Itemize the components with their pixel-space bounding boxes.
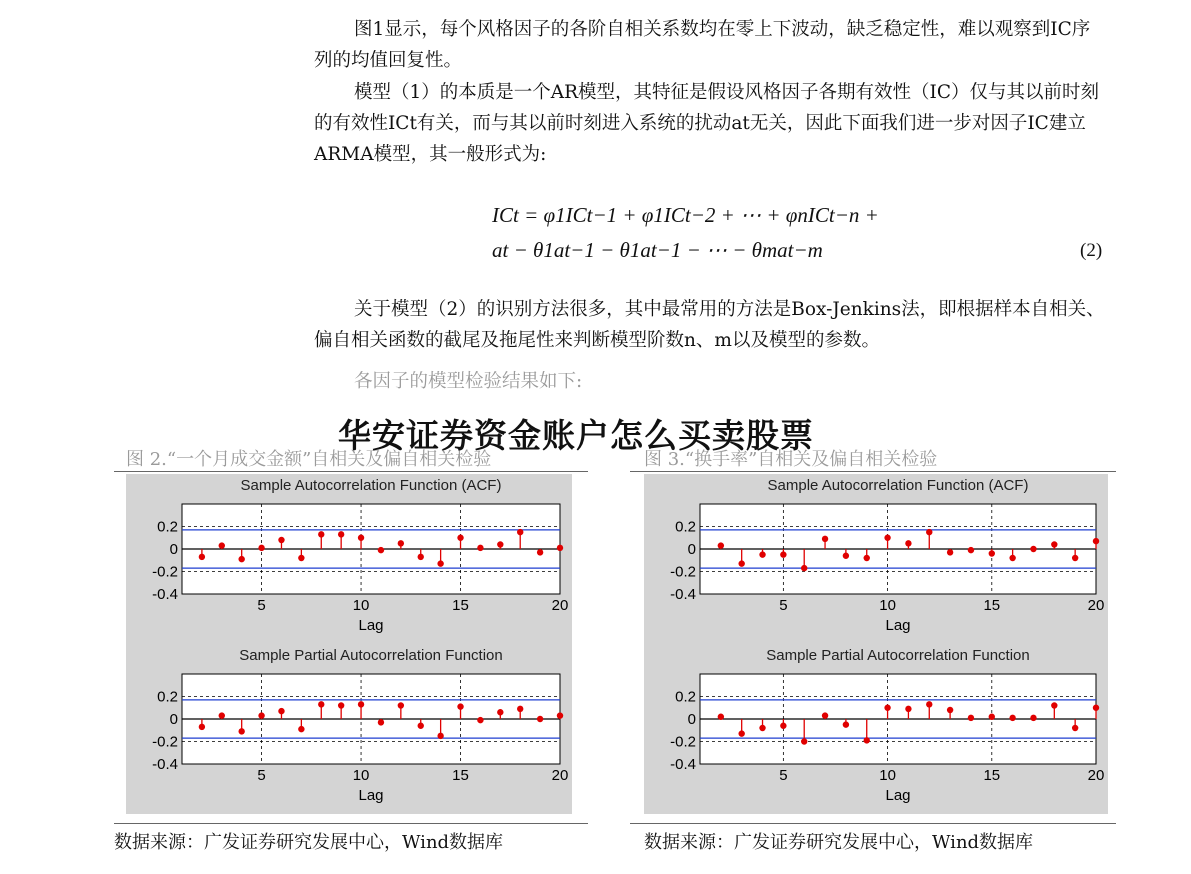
figure-3-chart-acf-xtick-label-1: 10: [879, 597, 896, 614]
paragraph-3: 关于模型（2）的识别方法很多，其中最常用的方法是Box-Jenkins法，即根据样本自相关、偏自相关函数的截尾及拖尾性来判断模型阶数n、m以及模型的参数。: [314, 299, 1105, 351]
figure-3-chart-pacf-xtick-label-2: 15: [983, 767, 1001, 784]
figure-3-chart-acf-point-17: [1030, 546, 1036, 552]
figure-3-chart-acf-ytick-label-0: 0.2: [675, 518, 696, 536]
figure-2-caption: 图 2.“一个月成交金额”自相关及偏自相关检验: [126, 449, 492, 470]
figure-2-chart-acf-point-6: [278, 537, 284, 543]
figure-2-chart-acf-ytick-label-0: 0.2: [157, 518, 178, 536]
figure-2-chart-pacf-point-4: [238, 728, 244, 734]
figure-2-chart-pacf-xtick-label-2: 15: [452, 767, 469, 784]
figure-2-chart-pacf-point-9: [338, 702, 344, 708]
figure-3-chart-acf-point-16: [1009, 555, 1015, 561]
figure-3-chart-acf-point-3: [738, 560, 744, 566]
figure-2-panel: [126, 474, 572, 814]
figure-3-chart-acf-point-4: [759, 551, 765, 557]
figure-3-chart-pacf-xlabel: Lag: [885, 787, 911, 804]
figure-2-top-rule: [114, 471, 588, 472]
figure-2-chart-acf-xlabel: Lag: [358, 617, 384, 634]
figure-2-chart-pacf-ytick-label-0: 0.2: [157, 688, 178, 706]
figure-3-chart-acf-point-11: [905, 540, 911, 546]
figure-3-chart-acf-xtick-label-2: 15: [983, 597, 1001, 614]
figure-3-chart-acf-point-14: [968, 547, 974, 553]
figure-3-source: 数据来源：广发证券研究发展中心，Wind数据库: [644, 832, 1034, 853]
figure-2-chart-acf-ytick-label-2: -0.2: [152, 563, 178, 581]
figure-2-chart-pacf-xtick-label-3: 20: [551, 767, 569, 784]
figure-3-chart-acf-xtick-label-3: 20: [1087, 597, 1105, 614]
figure-3-chart-acf-xtick-label-0: 5: [779, 597, 788, 614]
figure-2-chart-pacf-point-8: [318, 701, 324, 707]
figure-3-chart-pacf-ytick-label-2: -0.2: [670, 733, 696, 751]
figure-2-chart: [126, 474, 572, 814]
figure-2-source: 数据来源：广发证券研究发展中心，Wind数据库: [114, 832, 504, 853]
figure-2-chart-pacf-ytick-label-1: 0: [169, 711, 178, 728]
figure-3-chart: [644, 474, 1108, 814]
figure-3-chart-pacf-point-6: [801, 738, 807, 744]
figure-2-chart-acf-point-14: [437, 560, 443, 566]
figure-3-panel: [644, 474, 1108, 814]
figure-3-chart-pacf-point-19: [1072, 725, 1078, 731]
figure-3-chart-pacf-point-16: [1009, 715, 1015, 721]
figure-3-chart-acf-point-10: [884, 535, 890, 541]
figure-3-chart-acf-ytick-label-1: 0: [687, 541, 696, 558]
figure-2-chart-acf-ytick-label-1: 0: [169, 541, 178, 558]
figure-3-chart-pacf-point-11: [905, 706, 911, 712]
paragraph-4: 各因子的模型检验结果如下:: [354, 371, 583, 392]
equation-number: (2): [1080, 240, 1103, 261]
figure-3-chart-pacf-point-4: [759, 725, 765, 731]
figure-2-chart-pacf-point-20: [557, 712, 563, 718]
figure-3-chart-pacf-point-14: [968, 715, 974, 721]
figure-3-chart-pacf-point-7: [822, 712, 828, 718]
figure-2-chart-acf-point-7: [298, 555, 304, 561]
figure-2-chart-pacf-point-15: [457, 703, 463, 709]
figure-2-chart-acf-point-20: [557, 545, 563, 551]
figure-2-chart-pacf-point-11: [378, 719, 384, 725]
figure-3-chart-pacf-point-15: [989, 714, 995, 720]
figure-2-chart-acf-ytick-label-3: -0.4: [152, 586, 178, 603]
figure-2-chart-pacf-xlabel: Lag: [358, 787, 384, 804]
figure-3-chart-acf-ytick-label-2: -0.2: [670, 563, 696, 581]
figure-3-chart-pacf-ytick-label-0: 0.2: [675, 688, 696, 706]
figure-2-chart-acf-point-9: [338, 531, 344, 537]
figure-3-chart-pacf-point-5: [780, 723, 786, 729]
figure-3-chart-acf-point-15: [989, 550, 995, 556]
figure-3-chart-pacf-point-12: [926, 701, 932, 707]
figure-2-chart-acf-point-10: [358, 535, 364, 541]
figure-3-chart-acf-point-2: [718, 542, 724, 548]
figure-2-chart-acf-point-5: [258, 545, 264, 551]
paragraph-1: 图1显示，每个风格因子的各阶自相关系数均在零上下波动，缺乏稳定性，难以观察到IC序列的均值回复性。: [314, 19, 1091, 71]
figure-2-chart-acf-point-15: [457, 535, 463, 541]
figure-3-chart-pacf-xtick-label-1: 10: [879, 767, 896, 784]
equation-line-2: at − θ1at−1 − θ1at−1 − ⋯ − θmat−m: [492, 238, 823, 262]
figure-2-chart-pacf-point-17: [497, 709, 503, 715]
figure-2-chart-acf-point-11: [378, 547, 384, 553]
figure-3-chart-pacf-xtick-label-0: 5: [779, 767, 788, 784]
figure-3-chart-pacf-ytick-label-3: -0.4: [670, 756, 696, 773]
figure-3-chart-pacf-point-9: [864, 737, 870, 743]
figure-3-chart-acf-point-9: [864, 555, 870, 561]
figure-3-chart-pacf-title: Sample Partial Autocorrelation Function: [766, 647, 1030, 664]
figure-3-chart-acf-point-19: [1072, 555, 1078, 561]
figure-3-chart-acf-ytick-label-3: -0.4: [670, 586, 696, 603]
figure-3-chart-acf-title: Sample Autocorrelation Function (ACF): [767, 477, 1029, 494]
figure-2-chart-pacf-point-18: [517, 706, 523, 712]
figure-3-chart-pacf-xtick-label-3: 20: [1087, 767, 1105, 784]
figure-3-chart-pacf-ytick-label-1: 0: [687, 711, 696, 728]
figure-3-chart-pacf-point-3: [738, 730, 744, 736]
figure-3-caption: 图 3.“换手率”自相关及偏自相关检验: [644, 449, 938, 470]
figure-2-bottom-rule: [114, 823, 588, 824]
figure-2-chart-pacf-point-16: [477, 717, 483, 723]
figure-3-chart-acf-xlabel: Lag: [885, 617, 911, 634]
figure-2-chart-pacf-point-12: [398, 702, 404, 708]
figure-2-chart-pacf-title: Sample Partial Autocorrelation Function: [239, 647, 503, 664]
figure-2-chart-acf-xtick-label-1: 10: [352, 597, 370, 614]
figure-2-chart-acf-title: Sample Autocorrelation Function (ACF): [240, 477, 502, 494]
figure-2-chart-pacf-point-3: [219, 712, 225, 718]
equation-line-1: ICt = φ1ICt−1 + φ1ICt−2 + ⋯ + φnICt−n +: [492, 203, 879, 227]
figure-2-chart-acf-point-2: [199, 554, 205, 560]
figure-3-bottom-rule: [630, 823, 1116, 824]
figure-2-chart-pacf-xtick-label-0: 5: [257, 767, 266, 784]
figure-2-chart-acf-point-4: [238, 556, 244, 562]
figure-2-chart-pacf-point-19: [537, 716, 543, 722]
figure-2-chart-acf-point-18: [517, 529, 523, 535]
figure-3-chart-pacf-point-18: [1051, 702, 1057, 708]
figure-2-chart-pacf-point-5: [258, 712, 264, 718]
figure-2-chart-acf-point-16: [477, 545, 483, 551]
figure-3-chart-acf-point-5: [780, 551, 786, 557]
figure-3-top-rule: [630, 471, 1116, 472]
figure-2-chart-pacf-ytick-label-2: -0.2: [152, 733, 178, 751]
figure-2-chart-acf-point-13: [418, 554, 424, 560]
figure-2-chart-acf-point-17: [497, 541, 503, 547]
figure-2-chart-pacf-point-6: [278, 708, 284, 714]
overlay-title: 华安证券资金账户怎么买卖股票: [338, 416, 814, 455]
figure-3-chart-pacf-point-2: [718, 714, 724, 720]
figure-3-chart-pacf-point-10: [884, 705, 890, 711]
figure-3-chart-acf-point-13: [947, 549, 953, 555]
figure-2-chart-pacf-point-2: [199, 724, 205, 730]
figure-3-chart-pacf-point-17: [1030, 715, 1036, 721]
figure-3-chart-pacf-point-8: [843, 721, 849, 727]
figure-3-chart-pacf-point-20: [1093, 705, 1099, 711]
figure-2-chart-acf-xtick-label-2: 15: [452, 597, 469, 614]
figure-2-chart-pacf-point-10: [358, 701, 364, 707]
figure-2-chart-acf-point-8: [318, 531, 324, 537]
figure-2-chart-acf-point-19: [537, 549, 543, 555]
figure-2-chart-pacf-ytick-label-3: -0.4: [152, 756, 178, 773]
figure-3-chart-pacf-point-13: [947, 707, 953, 713]
figure-2-chart-pacf-xtick-label-1: 10: [352, 767, 370, 784]
figure-2-chart-acf-point-12: [398, 540, 404, 546]
figure-3-chart-acf-point-18: [1051, 541, 1057, 547]
figure-2-chart-acf-xtick-label-3: 20: [551, 597, 569, 614]
figure-3-chart-acf-point-7: [822, 536, 828, 542]
figure-2-chart-acf-point-3: [219, 542, 225, 548]
figure-3-chart-acf-point-12: [926, 529, 932, 535]
paragraph-2: 模型（1）的本质是一个AR模型，其特征是假设风格因子各期有效性（IC）仅与其以前时刻的有效性ICt有关，而与其以前时刻进入系统的扰动at无关，因此下面我们进一步对因子IC建立ARMA模型，其一般形式为:: [314, 82, 1100, 165]
figure-2-chart-pacf-point-13: [418, 723, 424, 729]
figure-3-chart-acf-point-8: [843, 553, 849, 559]
figure-2-chart-acf-xtick-label-0: 5: [257, 597, 266, 614]
figure-3-chart-acf-point-6: [801, 565, 807, 571]
figure-2-chart-pacf-point-7: [298, 726, 304, 732]
figure-3-chart-acf-point-20: [1093, 538, 1099, 544]
figure-2-chart-pacf-point-14: [437, 733, 443, 739]
